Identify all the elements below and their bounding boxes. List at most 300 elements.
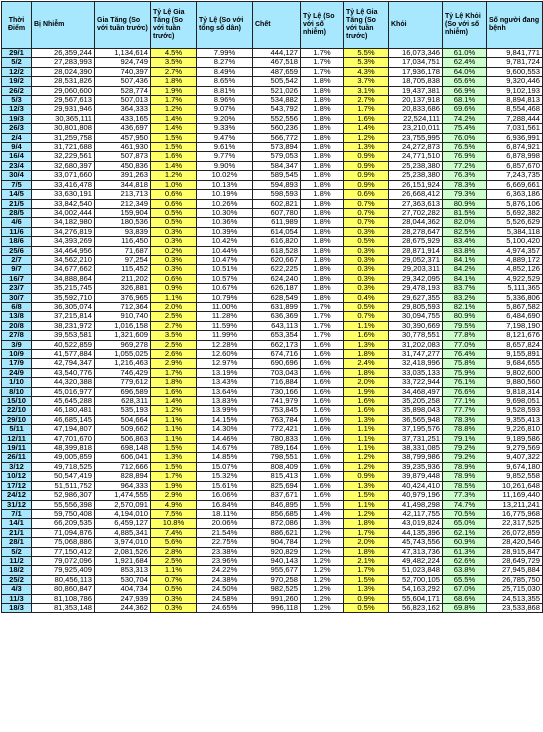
cell-bi-nhiem: 81,108,786 xyxy=(32,594,95,603)
table-row xyxy=(2,594,543,603)
cell-chet: 579,053 xyxy=(253,152,301,161)
cell-khoi: 39,879,448 xyxy=(389,472,443,481)
table-row xyxy=(2,152,543,161)
cell-chet: 982,525 xyxy=(253,585,301,594)
cell-ty-le-gia-tang: 2.9% xyxy=(151,359,197,368)
cell-chet: 631,899 xyxy=(253,302,301,311)
cell-chet: 521,026 xyxy=(253,86,301,95)
cell-ty-le-chet: 1.8% xyxy=(301,161,344,170)
table-row xyxy=(2,453,543,462)
cell-ty-le-khoi: 79.1% xyxy=(443,434,487,443)
cell-ty-le-khoi: 83.2% xyxy=(443,293,487,302)
cell-ty-le-gia-tang-chet: 0.7% xyxy=(344,312,389,321)
cell-ty-le-gia-tang-chet: 1.6% xyxy=(344,406,389,415)
table-row xyxy=(2,208,543,217)
cell-khoi: 56,823,162 xyxy=(389,603,443,612)
cell-khoi: 55,604,171 xyxy=(389,594,443,603)
cell-gia-tang: 1,921,684 xyxy=(95,556,151,565)
cell-ty-le-gia-tang-chet: 3.1% xyxy=(344,86,389,95)
cell-thoi-diem: 12/11 xyxy=(2,434,32,443)
cell-ty-le-gia-tang-chet: 0.3% xyxy=(344,227,389,236)
cell-ty-le-khoi: 65.0% xyxy=(443,519,487,528)
cell-thoi-diem: 30/7 xyxy=(2,293,32,302)
table-row xyxy=(2,585,543,594)
cell-chet: 622,225 xyxy=(253,265,301,274)
cell-gia-tang: 1,216,463 xyxy=(95,359,151,368)
cell-gia-tang: 326,881 xyxy=(95,284,151,293)
cell-ty-le-gia-tang-chet: 1.6% xyxy=(344,114,389,123)
cell-chet: 763,784 xyxy=(253,415,301,424)
cell-khoi: 47,313,736 xyxy=(389,547,443,556)
cell-ty-le-gia-tang: 0.5% xyxy=(151,585,197,594)
cell-khoi: 33,035,133 xyxy=(389,368,443,377)
cell-bi-nhiem: 48,399,818 xyxy=(32,444,95,453)
cell-bi-nhiem: 34,182,980 xyxy=(32,218,95,227)
cell-ty-le-gia-tang: 1.5% xyxy=(151,462,197,471)
cell-bi-nhiem: 40,522,859 xyxy=(32,340,95,349)
cell-gia-tang: 2,570,091 xyxy=(95,500,151,509)
cell-dang-benh: 5,876,106 xyxy=(487,199,543,208)
table-row xyxy=(2,500,543,509)
cell-gia-tang: 507,013 xyxy=(95,96,151,105)
table-row xyxy=(2,331,543,340)
cell-thoi-diem: 14/1 xyxy=(2,519,32,528)
cell-ty-le-gia-tang: 1.1% xyxy=(151,293,197,302)
table-row xyxy=(2,556,543,565)
cell-ty-le-gia-tang: 0.5% xyxy=(151,218,197,227)
cell-ty-le-gia-tang-chet: 1.8% xyxy=(344,368,389,377)
cell-thoi-diem: 26/2 xyxy=(2,86,32,95)
cell-ty-le-gia-tang: 0.3% xyxy=(151,594,197,603)
cell-ty-le-chet: 1.6% xyxy=(301,340,344,349)
cell-gia-tang: 461,930 xyxy=(95,143,151,152)
cell-gia-tang: 3,974,010 xyxy=(95,538,151,547)
cell-bi-nhiem: 35,592,710 xyxy=(32,293,95,302)
cell-khoi: 39,235,936 xyxy=(389,462,443,471)
cell-dang-benh: 9,818,314 xyxy=(487,387,543,396)
cell-thoi-diem: 31/12 xyxy=(2,500,32,509)
cell-gia-tang: 740,397 xyxy=(95,67,151,76)
cell-dang-benh: 7,198,190 xyxy=(487,321,543,330)
cell-ty-le-chet: 1.8% xyxy=(301,171,344,180)
cell-chet: 703,043 xyxy=(253,368,301,377)
cell-ty-le-gia-tang: 2.8% xyxy=(151,547,197,556)
cell-thoi-diem: 28/1 xyxy=(2,538,32,547)
cell-thoi-diem: 18/6 xyxy=(2,237,32,246)
cell-ty-le-khoi: 61.0% xyxy=(443,49,487,58)
cell-dang-benh: 28,649,729 xyxy=(487,556,543,565)
cell-ty-le-gia-tang-chet: 1.2% xyxy=(344,509,389,518)
cell-dang-benh: 6,669,661 xyxy=(487,180,543,189)
cell-chet: 487,659 xyxy=(253,67,301,76)
cell-dang-benh: 9,407,322 xyxy=(487,453,543,462)
cell-ty-le-chet: 1.8% xyxy=(301,274,344,283)
cell-thoi-diem: 9/7 xyxy=(2,265,32,274)
cell-thoi-diem: 21/1 xyxy=(2,528,32,537)
cell-ty-le-dan-so: 22.75% xyxy=(197,538,253,547)
cell-khoi: 27,363,613 xyxy=(389,199,443,208)
cell-ty-le-dan-so: 9.07% xyxy=(197,105,253,114)
cell-dang-benh: 8,657,824 xyxy=(487,340,543,349)
cell-chet: 552,556 xyxy=(253,114,301,123)
cell-ty-le-gia-tang: 0.7% xyxy=(151,575,197,584)
covid-statistics-table xyxy=(1,1,543,613)
cell-ty-le-dan-so: 8.65% xyxy=(197,77,253,86)
table-row xyxy=(2,86,543,95)
cell-ty-le-dan-so: 14.46% xyxy=(197,434,253,443)
table-row xyxy=(2,105,543,114)
cell-chet: 846,895 xyxy=(253,500,301,509)
cell-ty-le-gia-tang-chet: 1.7% xyxy=(344,105,389,114)
cell-ty-le-gia-tang: 0.2% xyxy=(151,246,197,255)
cell-dang-benh: 6,936,991 xyxy=(487,133,543,142)
cell-gia-tang: 6,459,127 xyxy=(95,519,151,528)
cell-bi-nhiem: 51,511,752 xyxy=(32,481,95,490)
cell-ty-le-khoi: 69.6% xyxy=(443,105,487,114)
cell-khoi: 36,565,948 xyxy=(389,415,443,424)
cell-ty-le-dan-so: 16.06% xyxy=(197,491,253,500)
cell-ty-le-gia-tang: 0.6% xyxy=(151,190,197,199)
cell-ty-le-gia-tang: 1.4% xyxy=(151,397,197,406)
cell-thoi-diem: 23/4 xyxy=(2,161,32,170)
cell-chet: 620,667 xyxy=(253,255,301,264)
cell-khoi: 29,627,355 xyxy=(389,293,443,302)
cell-bi-nhiem: 79,072,096 xyxy=(32,556,95,565)
cell-dang-benh: 8,121,676 xyxy=(487,331,543,340)
cell-thoi-diem: 28/5 xyxy=(2,208,32,217)
cell-chet: 662,173 xyxy=(253,340,301,349)
cell-dang-benh: 24,513,355 xyxy=(487,594,543,603)
cell-khoi: 23,210,011 xyxy=(389,124,443,133)
cell-ty-le-gia-tang: 0.3% xyxy=(151,227,197,236)
cell-chet: 674,716 xyxy=(253,350,301,359)
cell-ty-le-khoi: 83.7% xyxy=(443,284,487,293)
cell-bi-nhiem: 33,416,478 xyxy=(32,180,95,189)
cell-ty-le-khoi: 63.8% xyxy=(443,566,487,575)
cell-dang-benh: 6,484,690 xyxy=(487,312,543,321)
cell-gia-tang: 93,839 xyxy=(95,227,151,236)
cell-ty-le-khoi: 62.6% xyxy=(443,556,487,565)
cell-thoi-diem: 7/1 xyxy=(2,509,32,518)
table-row xyxy=(2,96,543,105)
header-ty-le-gia-tang: Tỷ Lệ Gia Tăng (So với tuần trước) xyxy=(151,2,197,49)
table-row xyxy=(2,340,543,349)
cell-chet: 611,989 xyxy=(253,218,301,227)
cell-ty-le-gia-tang-chet: 0.5% xyxy=(344,302,389,311)
cell-thoi-diem: 22/10 xyxy=(2,406,32,415)
cell-gia-tang: 4,194,010 xyxy=(95,509,151,518)
table-row xyxy=(2,284,543,293)
cell-chet: 560,236 xyxy=(253,124,301,133)
cell-thoi-diem: 5/3 xyxy=(2,96,32,105)
cell-ty-le-dan-so: 11.59% xyxy=(197,321,253,330)
cell-ty-le-chet: 1.6% xyxy=(301,378,344,387)
cell-ty-le-gia-tang: 0.9% xyxy=(151,284,197,293)
cell-ty-le-gia-tang-chet: 1.1% xyxy=(344,434,389,443)
cell-ty-le-chet: 1.8% xyxy=(301,255,344,264)
cell-ty-le-gia-tang-chet: 2.7% xyxy=(344,96,389,105)
cell-ty-le-dan-so: 7.99% xyxy=(197,49,253,58)
cell-ty-le-gia-tang: 3.5% xyxy=(151,331,197,340)
cell-ty-le-dan-so: 8.49% xyxy=(197,67,253,76)
cell-chet: 772,421 xyxy=(253,425,301,434)
cell-ty-le-chet: 1.8% xyxy=(301,284,344,293)
cell-ty-le-khoi: 84.1% xyxy=(443,274,487,283)
cell-chet: 444,127 xyxy=(253,49,301,58)
cell-bi-nhiem: 34,002,444 xyxy=(32,208,95,217)
cell-bi-nhiem: 45,016,977 xyxy=(32,387,95,396)
cell-ty-le-gia-tang: 1.8% xyxy=(151,77,197,86)
cell-ty-le-khoi: 65.5% xyxy=(443,575,487,584)
header-thoi-diem: Thời Điểm xyxy=(2,2,32,49)
cell-bi-nhiem: 42,794,347 xyxy=(32,359,95,368)
cell-dang-benh: 9,226,810 xyxy=(487,425,543,434)
cell-ty-le-chet: 1.7% xyxy=(301,331,344,340)
cell-ty-le-khoi: 78.8% xyxy=(443,425,487,434)
cell-khoi: 49,482,224 xyxy=(389,556,443,565)
cell-ty-le-khoi: 84.2% xyxy=(443,265,487,274)
cell-ty-le-gia-tang: 2.5% xyxy=(151,312,197,321)
table-row xyxy=(2,58,543,67)
cell-ty-le-dan-so: 15.32% xyxy=(197,472,253,481)
cell-khoi: 28,675,929 xyxy=(389,237,443,246)
cell-gia-tang: 97,254 xyxy=(95,255,151,264)
cell-ty-le-khoi: 75.8% xyxy=(443,359,487,368)
header-dang-benh: Số người đang bệnh xyxy=(487,2,543,49)
cell-thoi-diem: 3/9 xyxy=(2,340,32,349)
cell-ty-le-chet: 1.5% xyxy=(301,500,344,509)
cell-chet: 837,671 xyxy=(253,491,301,500)
cell-thoi-diem: 5/2 xyxy=(2,58,32,67)
table-row xyxy=(2,368,543,377)
cell-bi-nhiem: 44,320,388 xyxy=(32,378,95,387)
cell-chet: 505,542 xyxy=(253,77,301,86)
cell-gia-tang: 404,734 xyxy=(95,585,151,594)
cell-ty-le-dan-so: 15.61% xyxy=(197,481,253,490)
cell-bi-nhiem: 39,553,581 xyxy=(32,331,95,340)
cell-khoi: 35,205,258 xyxy=(389,397,443,406)
cell-gia-tang: 1,474,555 xyxy=(95,491,151,500)
cell-dang-benh: 9,600,553 xyxy=(487,67,543,76)
cell-dang-benh: 26,072,859 xyxy=(487,528,543,537)
cell-ty-le-gia-tang-chet: 1.3% xyxy=(344,340,389,349)
cell-ty-le-khoi: 78.3% xyxy=(443,180,487,189)
cell-khoi: 31,202,083 xyxy=(389,340,443,349)
cell-bi-nhiem: 33,842,540 xyxy=(32,199,95,208)
cell-ty-le-chet: 1.8% xyxy=(301,180,344,189)
cell-khoi: 29,478,193 xyxy=(389,284,443,293)
cell-ty-le-chet: 1.2% xyxy=(301,556,344,565)
cell-dang-benh: 16,775,968 xyxy=(487,509,543,518)
table-row xyxy=(2,293,543,302)
cell-ty-le-chet: 1.6% xyxy=(301,415,344,424)
cell-bi-nhiem: 34,276,819 xyxy=(32,227,95,236)
cell-gia-tang: 180,536 xyxy=(95,218,151,227)
cell-chet: 798,551 xyxy=(253,453,301,462)
cell-ty-le-chet: 1.8% xyxy=(301,227,344,236)
cell-khoi: 29,805,593 xyxy=(389,302,443,311)
table-row xyxy=(2,274,543,283)
cell-bi-nhiem: 80,456,113 xyxy=(32,575,95,584)
cell-ty-le-chet: 1.7% xyxy=(301,58,344,67)
cell-ty-le-khoi: 77.3% xyxy=(443,491,487,500)
cell-thoi-diem: 10/9 xyxy=(2,350,32,359)
cell-ty-le-gia-tang-chet: 2.4% xyxy=(344,359,389,368)
cell-dang-benh: 5,111,365 xyxy=(487,284,543,293)
cell-chet: 741,979 xyxy=(253,397,301,406)
cell-dang-benh: 23,533,868 xyxy=(487,603,543,612)
cell-ty-le-dan-so: 10.19% xyxy=(197,190,253,199)
cell-dang-benh: 4,889,172 xyxy=(487,255,543,264)
cell-bi-nhiem: 75,068,886 xyxy=(32,538,95,547)
cell-dang-benh: 9,189,586 xyxy=(487,434,543,443)
cell-ty-le-khoi: 62.1% xyxy=(443,528,487,537)
cell-ty-le-gia-tang: 0.3% xyxy=(151,255,197,264)
cell-bi-nhiem: 50,547,419 xyxy=(32,472,95,481)
cell-gia-tang: 116,450 xyxy=(95,237,151,246)
table-row xyxy=(2,321,543,330)
cell-ty-le-chet: 1.6% xyxy=(301,472,344,481)
cell-bi-nhiem: 32,680,397 xyxy=(32,161,95,170)
cell-ty-le-chet: 1.8% xyxy=(301,86,344,95)
cell-bi-nhiem: 31,721,688 xyxy=(32,143,95,152)
table-row xyxy=(2,255,543,264)
cell-gia-tang: 213,713 xyxy=(95,190,151,199)
cell-ty-le-khoi: 76.3% xyxy=(443,171,487,180)
cell-ty-le-khoi: 76.0% xyxy=(443,133,487,142)
cell-ty-le-dan-so: 13.64% xyxy=(197,387,253,396)
cell-ty-le-gia-tang: 1.5% xyxy=(151,143,197,152)
cell-ty-le-chet: 1.8% xyxy=(301,152,344,161)
cell-chet: 940,143 xyxy=(253,556,301,565)
cell-bi-nhiem: 34,562,210 xyxy=(32,255,95,264)
cell-bi-nhiem: 52,986,307 xyxy=(32,491,95,500)
cell-gia-tang: 779,612 xyxy=(95,378,151,387)
cell-ty-le-gia-tang-chet: 2.0% xyxy=(344,378,389,387)
cell-dang-benh: 9,781,724 xyxy=(487,58,543,67)
table-row xyxy=(2,406,543,415)
table-header xyxy=(2,2,543,49)
cell-thoi-diem: 5/2 xyxy=(2,547,32,556)
cell-ty-le-dan-so: 24.38% xyxy=(197,575,253,584)
cell-bi-nhiem: 66,209,535 xyxy=(32,519,95,528)
cell-dang-benh: 7,243,735 xyxy=(487,171,543,180)
cell-ty-le-khoi: 61.3% xyxy=(443,547,487,556)
cell-chet: 643,113 xyxy=(253,321,301,330)
cell-ty-le-dan-so: 10.51% xyxy=(197,265,253,274)
cell-ty-le-chet: 1.8% xyxy=(301,77,344,86)
cell-ty-le-khoi: 78.9% xyxy=(443,462,487,471)
cell-ty-le-dan-so: 11.00% xyxy=(197,302,253,311)
cell-dang-benh: 10,261,648 xyxy=(487,481,543,490)
cell-khoi: 41,498,298 xyxy=(389,500,443,509)
cell-dang-benh: 9,852,558 xyxy=(487,472,543,481)
cell-ty-le-gia-tang-chet: 0.3% xyxy=(344,255,389,264)
cell-ty-le-khoi: 77.8% xyxy=(443,331,487,340)
cell-khoi: 44,135,396 xyxy=(389,528,443,537)
cell-ty-le-gia-tang-chet: 0.9% xyxy=(344,171,389,180)
cell-ty-le-khoi: 69.8% xyxy=(443,603,487,612)
cell-chet: 808,409 xyxy=(253,462,301,471)
cell-ty-le-gia-tang-chet: 1.1% xyxy=(344,425,389,434)
cell-khoi: 38,331,085 xyxy=(389,444,443,453)
cell-bi-nhiem: 34,393,269 xyxy=(32,237,95,246)
cell-bi-nhiem: 38,231,972 xyxy=(32,321,95,330)
cell-gia-tang: 2,081,526 xyxy=(95,547,151,556)
cell-thoi-diem: 30/4 xyxy=(2,171,32,180)
cell-ty-le-gia-tang-chet: 4.3% xyxy=(344,67,389,76)
cell-ty-le-chet: 1.6% xyxy=(301,491,344,500)
cell-ty-le-khoi: 64.0% xyxy=(443,67,487,76)
cell-ty-le-khoi: 68.1% xyxy=(443,96,487,105)
cell-ty-le-chet: 1.6% xyxy=(301,350,344,359)
cell-gia-tang: 507,436 xyxy=(95,77,151,86)
cell-ty-le-gia-tang-chet: 1.6% xyxy=(344,331,389,340)
cell-dang-benh: 13,211,241 xyxy=(487,500,543,509)
cell-bi-nhiem: 59,750,408 xyxy=(32,509,95,518)
cell-ty-le-gia-tang: 10.8% xyxy=(151,519,197,528)
cell-dang-benh: 7,031,561 xyxy=(487,124,543,133)
cell-ty-le-gia-tang-chet: 0.9% xyxy=(344,180,389,189)
cell-thoi-diem: 4/3 xyxy=(2,585,32,594)
cell-ty-le-gia-tang: 2.7% xyxy=(151,321,197,330)
table-body xyxy=(2,49,543,613)
cell-gia-tang: 450,836 xyxy=(95,161,151,170)
cell-ty-le-gia-tang: 1.4% xyxy=(151,114,197,123)
cell-khoi: 30,390,669 xyxy=(389,321,443,330)
cell-ty-le-dan-so: 14.67% xyxy=(197,444,253,453)
cell-chet: 626,187 xyxy=(253,284,301,293)
cell-thoi-diem: 26/11 xyxy=(2,453,32,462)
cell-ty-le-gia-tang: 1.1% xyxy=(151,434,197,443)
cell-ty-le-khoi: 82.5% xyxy=(443,227,487,236)
cell-chet: 872,086 xyxy=(253,519,301,528)
table-row xyxy=(2,237,543,246)
cell-thoi-diem: 19/3 xyxy=(2,114,32,123)
cell-gia-tang: 746,429 xyxy=(95,368,151,377)
table-row xyxy=(2,415,543,424)
cell-thoi-diem: 11/6 xyxy=(2,227,32,236)
cell-ty-le-khoi: 75.9% xyxy=(443,368,487,377)
cell-bi-nhiem: 28,531,826 xyxy=(32,77,95,86)
table-row xyxy=(2,603,543,612)
cell-thoi-diem: 24/12 xyxy=(2,491,32,500)
cell-ty-le-chet: 1.2% xyxy=(301,538,344,547)
table-row xyxy=(2,133,543,142)
cell-ty-le-dan-so: 9.61% xyxy=(197,143,253,152)
cell-ty-le-chet: 1.6% xyxy=(301,481,344,490)
cell-ty-le-chet: 1.6% xyxy=(301,434,344,443)
cell-ty-le-chet: 1.2% xyxy=(301,603,344,612)
cell-ty-le-khoi: 80.9% xyxy=(443,199,487,208)
cell-ty-le-khoi: 79.3% xyxy=(443,190,487,199)
cell-dang-benh: 28,915,847 xyxy=(487,547,543,556)
cell-ty-le-dan-so: 15.07% xyxy=(197,462,253,471)
cell-ty-le-gia-tang: 2.5% xyxy=(151,556,197,565)
cell-gia-tang: 391,263 xyxy=(95,171,151,180)
cell-ty-le-khoi: 76.5% xyxy=(443,143,487,152)
cell-ty-le-gia-tang: 1.8% xyxy=(151,378,197,387)
table-row xyxy=(2,302,543,311)
cell-ty-le-gia-tang-chet: 0.9% xyxy=(344,152,389,161)
cell-khoi: 27,702,282 xyxy=(389,208,443,217)
cell-gia-tang: 115,452 xyxy=(95,265,151,274)
table-row xyxy=(2,547,543,556)
cell-ty-le-khoi: 62.4% xyxy=(443,58,487,67)
cell-chet: 904,784 xyxy=(253,538,301,547)
cell-dang-benh: 9,802,600 xyxy=(487,368,543,377)
cell-ty-le-dan-so: 14.85% xyxy=(197,453,253,462)
